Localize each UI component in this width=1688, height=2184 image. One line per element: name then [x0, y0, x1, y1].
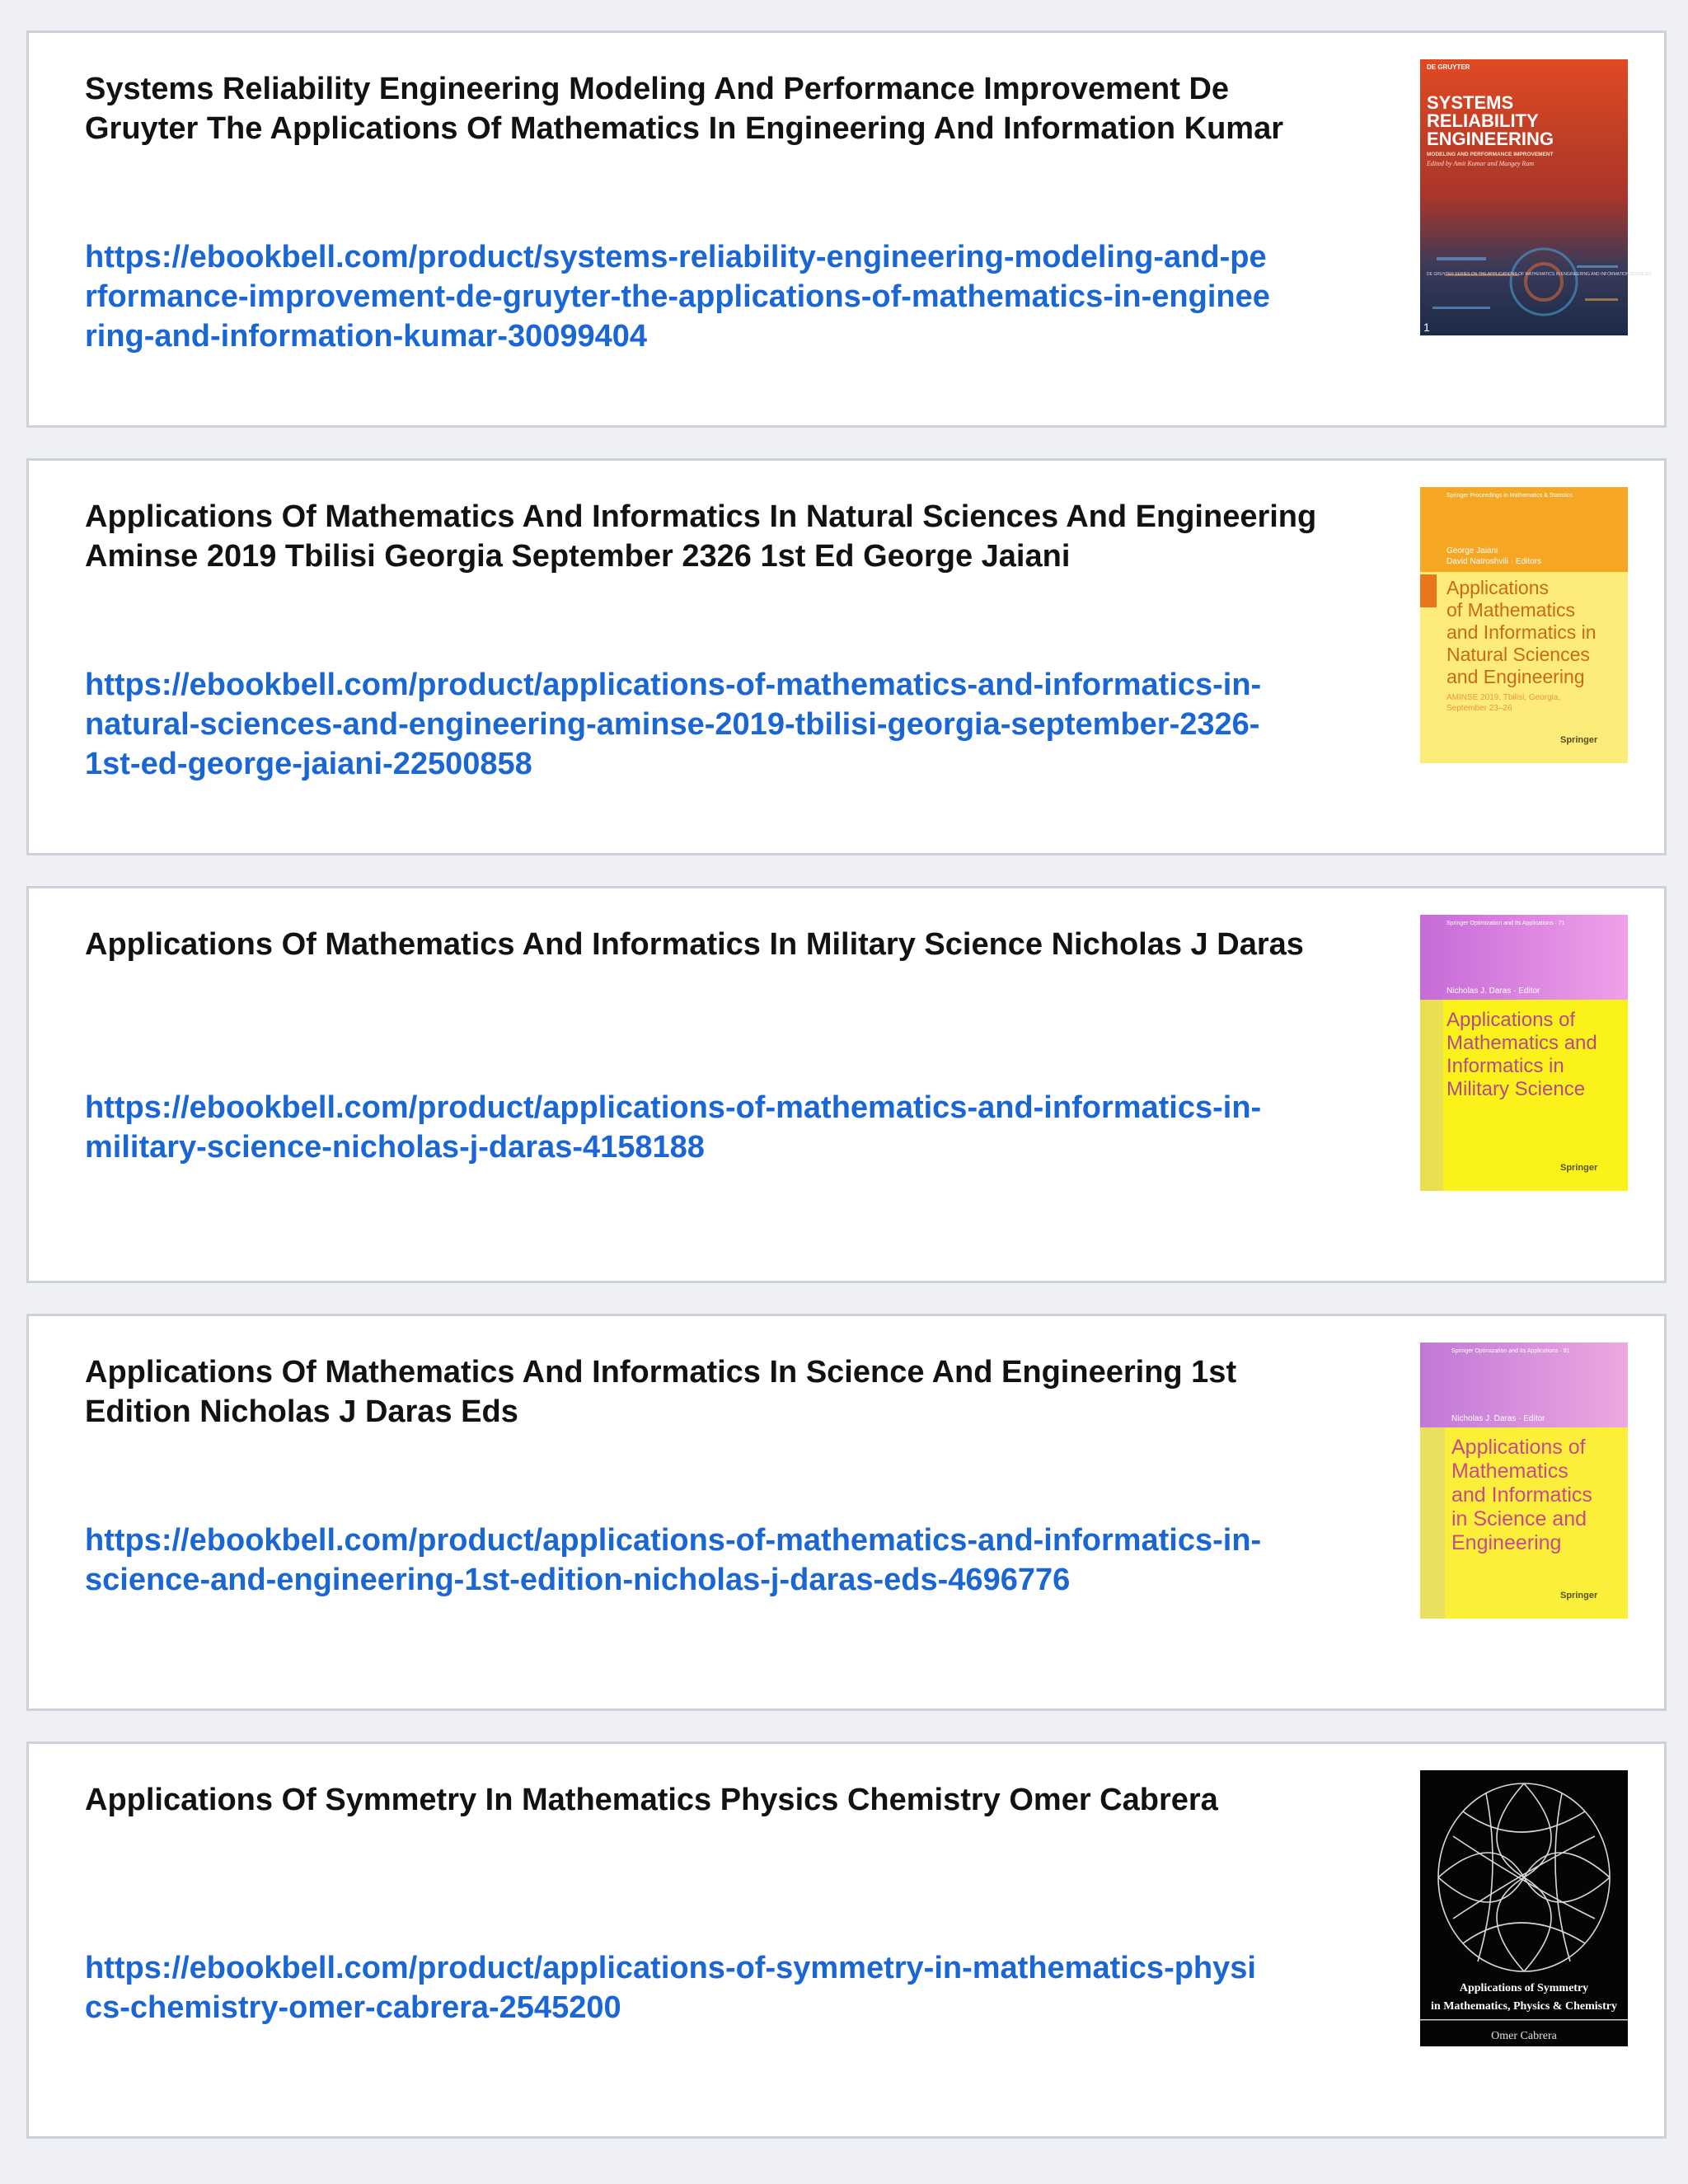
- cover-subtitle-line: September 23–26: [1447, 704, 1512, 713]
- cover-title-line: and Informatics: [1451, 1483, 1592, 1507]
- cover-author: Omer Cabrera: [1491, 2030, 1557, 2042]
- book-title: Applications Of Symmetry In Mathematics Physics Chemistry Omer Cabrera: [85, 1783, 1218, 1817]
- cover-title-line: and Engineering: [1447, 666, 1585, 687]
- book-title: Applications Of Mathematics And Informatics In Military Science Nicholas J Daras: [85, 927, 1304, 962]
- cover-title-line: in Science and: [1451, 1507, 1587, 1530]
- book-cover[interactable]: [1420, 915, 1628, 1191]
- cover-title-line: in Mathematics, Physics & Chemistry: [1431, 2000, 1617, 2013]
- cover-title-line: SYSTEMS: [1427, 92, 1514, 113]
- cover-editor: Nicholas J. Daras · Editor: [1447, 987, 1540, 996]
- cover-editors: Edited by Amit Kumar and Mangey Ram: [1427, 160, 1535, 167]
- book-cover[interactable]: [1420, 59, 1652, 335]
- book-link[interactable]: https://ebookbell.com/product/applications-of-symmetry-in-mathematics-physics-chemistry-omer-cabrera-2545200: [85, 1951, 1256, 2025]
- cover-publisher: Springer: [1560, 1591, 1598, 1601]
- cover-title-line: Applications of: [1451, 1436, 1586, 1459]
- book-card: [26, 886, 1667, 1283]
- book-card: [26, 30, 1667, 428]
- cover-title-line: Military Science: [1447, 1078, 1586, 1100]
- book-link[interactable]: https://ebookbell.com/product/systems-reliability-engineering-modeling-and-performance-improvement-de-gruyter-the-applications-of-mathematics-in-engineering-and-information-kumar-30099404: [85, 240, 1270, 354]
- cover-series: Springer Optimization and Its Applications · 71: [1447, 921, 1565, 926]
- cover-title-line: and Informatics in: [1447, 621, 1597, 643]
- cover-title-line: Mathematics: [1451, 1460, 1568, 1483]
- cover-publisher: Springer: [1560, 735, 1598, 745]
- book-card: [26, 1741, 1667, 2139]
- book-card: [26, 1314, 1667, 1711]
- cover-publisher: DE GRUYTER: [1427, 63, 1470, 71]
- cover-series-number: 1: [1423, 321, 1430, 334]
- cover-editor: George Jaiani: [1447, 546, 1498, 555]
- book-link[interactable]: https://ebookbell.com/product/applications-of-mathematics-and-informatics-in-science-and-engineering-1st-edition-nicholas-j-daras-eds-4696776: [85, 1523, 1262, 1597]
- book-cover[interactable]: [1420, 1343, 1628, 1619]
- cover-art-aminse: [1420, 487, 1628, 763]
- cover-subtitle: MODELING AND PERFORMANCE IMPROVEMENT: [1427, 152, 1554, 157]
- cover-title-line: Mathematics and: [1447, 1032, 1597, 1054]
- cover-title-line: Engineering: [1451, 1531, 1562, 1554]
- cover-title-line: Applications of: [1447, 1009, 1576, 1031]
- cover-title-line: Applications of Symmetry: [1459, 1982, 1589, 1994]
- book-title: Applications Of Mathematics And Informatics In Natural Sciences And Engineering Aminse 2019 Tbilisi Georgia September 2326 1st Ed George Jaiani: [85, 499, 1317, 574]
- cover-title-line: ENGINEERING: [1427, 129, 1554, 149]
- book-cover[interactable]: [1420, 487, 1628, 763]
- cover-art-systems-reliability: [1420, 59, 1652, 335]
- book-link[interactable]: https://ebookbell.com/product/applications-of-mathematics-and-informatics-in-natural-sciences-and-engineering-aminse-2019-tbilisi-georgia-september-2326-1st-ed-george-jaiani-22500858: [85, 668, 1262, 781]
- cover-art-science-engineering: [1420, 1343, 1628, 1619]
- cover-art-symmetry: [1420, 1770, 1628, 2046]
- cover-title-line: Applications: [1447, 577, 1550, 598]
- cover-art-military-science: [1420, 915, 1628, 1191]
- cover-publisher: Springer: [1560, 1163, 1598, 1173]
- cover-editor: Nicholas J. Daras · Editor: [1451, 1414, 1545, 1423]
- cover-editor: David Natroshvili · Editors: [1447, 557, 1542, 566]
- cover-series: DE GRUYTER SERIES ON THE APPLICATIONS OF MATHEMATICS IN ENGINEERING AND INFORMATION SCIENCES: [1427, 272, 1652, 277]
- cover-title-line: of Mathematics: [1447, 599, 1575, 621]
- cover-subtitle-line: AMINSE 2019, Tbilisi, Georgia,: [1447, 693, 1561, 702]
- cover-title-line: RELIABILITY: [1427, 110, 1539, 131]
- book-title: Applications Of Mathematics And Informatics In Science And Engineering 1st Edition Nicholas J Daras Eds: [85, 1355, 1237, 1429]
- book-title: Systems Reliability Engineering Modeling And Performance Improvement De Gruyter The Applications Of Mathematics In Engineering And Information Kumar: [85, 72, 1284, 146]
- book-link[interactable]: https://ebookbell.com/product/applications-of-mathematics-and-informatics-in-military-science-nicholas-j-daras-4158188: [85, 1090, 1262, 1165]
- cover-title-line: Informatics in: [1447, 1055, 1564, 1077]
- book-cover[interactable]: [1420, 1770, 1628, 2046]
- cover-title-line: Natural Sciences: [1447, 644, 1590, 665]
- book-card: [26, 458, 1667, 855]
- cover-series: Springer Proceedings in Mathematics & Statistics: [1447, 493, 1573, 499]
- cover-series: Springer Optimization and Its Applications · 91: [1451, 1348, 1570, 1354]
